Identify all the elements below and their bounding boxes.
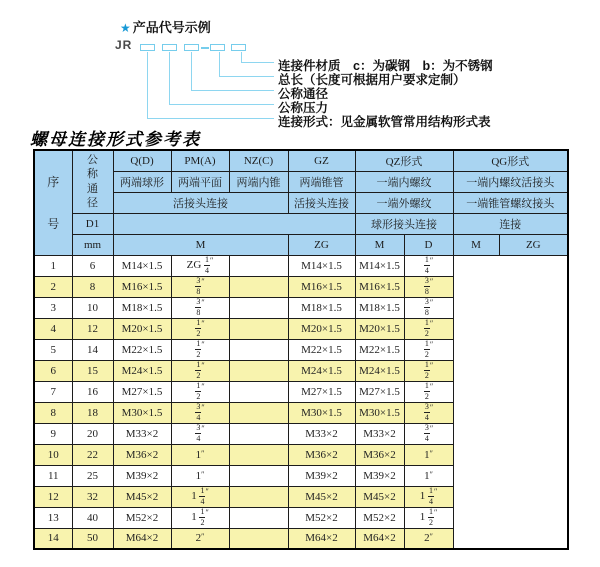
table-cell: M33×2 [113, 423, 171, 444]
table-cell: 12 [72, 318, 113, 339]
header-row-3 [34, 192, 568, 213]
header-qg-connection: 连接 [453, 213, 568, 234]
header-qz-desc1: 一端内螺纹 [355, 171, 453, 192]
leader-line-v2 [169, 52, 170, 104]
table-cell: M30×1.5 [113, 402, 171, 423]
table-cell: 1 $\frac{1}{4}$ ″ [171, 486, 229, 507]
table-cell: 6 [34, 360, 72, 381]
header-nz-desc: 两端内锥 [229, 171, 288, 192]
table-cell: M16×1.5 [355, 276, 404, 297]
code-label-pressure: 公称压力 [278, 101, 329, 115]
table-cell: M36×2 [355, 444, 404, 465]
table-cell: M39×2 [113, 465, 171, 486]
table-row [34, 381, 568, 402]
table-cell: M14×1.5 [113, 255, 171, 276]
table-cell: 10 [34, 444, 72, 465]
table-cell: M20×1.5 [113, 318, 171, 339]
table-cell: M18×1.5 [113, 297, 171, 318]
table-cell: M64×2 [113, 528, 171, 549]
code-box-3 [184, 44, 199, 51]
header-gz-desc: 两端锥管 [288, 171, 355, 192]
table-cell: M33×2 [288, 423, 355, 444]
table-row [34, 444, 568, 465]
header-m2: M [355, 234, 404, 255]
product-code-example-text: 产品代号示例 [132, 20, 211, 35]
table-cell: $\frac{1}{2}$ ″ [171, 360, 229, 381]
table-cell: 15 [72, 360, 113, 381]
table-cell: M36×2 [288, 444, 355, 465]
code-box-2 [162, 44, 177, 51]
product-code-example-title [120, 17, 211, 36]
table-row [34, 486, 568, 507]
table-cell: 2 [34, 276, 72, 297]
table-row [34, 297, 568, 318]
table-cell: 1″ [404, 444, 453, 465]
table-cell: M24×1.5 [288, 360, 355, 381]
table-cell: M30×1.5 [355, 402, 404, 423]
table-cell: M39×2 [288, 465, 355, 486]
header-zg2: ZG [499, 234, 568, 255]
table-cell: M52×2 [288, 507, 355, 528]
table-cell: 9 [34, 423, 72, 444]
table-cell: $\frac{1}{2}$ ″ [404, 360, 453, 381]
table-cell: $\frac{3}{4}$ ″ [171, 402, 229, 423]
table-cell: M36×2 [113, 444, 171, 465]
header-q-desc: 两端球形 [113, 171, 171, 192]
table-cell [229, 465, 288, 486]
table-cell: $\frac{3}{8}$ ″ [404, 297, 453, 318]
table-cell: M64×2 [288, 528, 355, 549]
header-pm-desc: 两端平面 [171, 171, 229, 192]
table-cell: M27×1.5 [113, 381, 171, 402]
table-cell: M45×2 [355, 486, 404, 507]
table-cell [229, 528, 288, 549]
table-cell: 40 [72, 507, 113, 528]
header-union-connection: 活接头连接 [113, 192, 288, 213]
table-body [34, 255, 568, 549]
table-cell: 1″ [404, 465, 453, 486]
header-mm: mm [72, 234, 113, 255]
table-cell: 1 $\frac{1}{2}$ ″ [404, 507, 453, 528]
table-cell: M16×1.5 [113, 276, 171, 297]
code-label-length: 总长（长度可根据用户要求定制） [278, 73, 466, 87]
table-cell: M14×1.5 [355, 255, 404, 276]
table-cell: 10 [72, 297, 113, 318]
table-cell: $\frac{1}{4}$ ″ [404, 255, 453, 276]
header-col-q: Q(D) [113, 150, 171, 171]
header-zg1: ZG [288, 234, 355, 255]
header-row-2 [34, 171, 568, 192]
table-cell: 25 [72, 465, 113, 486]
table-cell [229, 297, 288, 318]
header-gz-connection: 活接头连接 [288, 192, 355, 213]
leader-line-h3 [191, 90, 274, 91]
header-serial: 序号 [34, 150, 72, 255]
table-cell: M20×1.5 [288, 318, 355, 339]
table-row [34, 402, 568, 423]
table-cell: M22×1.5 [288, 339, 355, 360]
header-col-pm: PM(A) [171, 150, 229, 171]
table-cell: ZG $\frac{1}{4}$ ″ [171, 255, 229, 276]
table-cell: 14 [72, 339, 113, 360]
table-cell [229, 276, 288, 297]
table-cell: M18×1.5 [288, 297, 355, 318]
header-col-qz: QZ形式 [355, 150, 453, 171]
code-box-5 [231, 44, 246, 51]
header-col-nz: NZ(C) [229, 150, 288, 171]
code-box-4 [210, 44, 225, 51]
header-m3: M [453, 234, 499, 255]
table-cell: M22×1.5 [113, 339, 171, 360]
code-label-material: 连接件材质 c：为碳钢 b：为不锈钢 [278, 59, 493, 73]
table-cell: 4 [34, 318, 72, 339]
table-cell: M52×2 [113, 507, 171, 528]
table-cell: 5 [34, 339, 72, 360]
header-d: D [404, 234, 453, 255]
nut-connection-reference-table [33, 149, 569, 550]
table-cell: 32 [72, 486, 113, 507]
table-cell: $\frac{3}{8}$ ″ [171, 276, 229, 297]
header-m1: M [113, 234, 288, 255]
table-row [34, 339, 568, 360]
table-cell: M30×1.5 [288, 402, 355, 423]
table-cell [229, 444, 288, 465]
header-row-1 [34, 150, 568, 171]
table-cell: $\frac{1}{2}$ ″ [171, 381, 229, 402]
table-cell: $\frac{1}{2}$ ″ [171, 318, 229, 339]
table-row [34, 255, 568, 276]
table-cell: M27×1.5 [288, 381, 355, 402]
table-row [34, 423, 568, 444]
table-cell: 2″ [404, 528, 453, 549]
table-cell: M22×1.5 [355, 339, 404, 360]
table-cell: M24×1.5 [113, 360, 171, 381]
header-blank [113, 213, 355, 234]
table-cell: 13 [34, 507, 72, 528]
table-cell: 16 [72, 381, 113, 402]
table-cell [229, 423, 288, 444]
table-cell: 14 [34, 528, 72, 549]
table-row [34, 528, 568, 549]
table-cell: M18×1.5 [355, 297, 404, 318]
table-cell: 1″ [171, 444, 229, 465]
table-cell [229, 360, 288, 381]
leader-line-h2 [219, 76, 274, 77]
table-title: 螺母连接形式参考表 [30, 130, 201, 149]
table-cell: $\frac{3}{4}$ ″ [171, 423, 229, 444]
table-cell: M52×2 [355, 507, 404, 528]
table-row [34, 276, 568, 297]
table-cell: M16×1.5 [288, 276, 355, 297]
table-cell: 3 [34, 297, 72, 318]
table-cell: M33×2 [355, 423, 404, 444]
code-label-connection: 连接形式：见金属软管常用结构形式表 [278, 115, 491, 129]
table-cell: M45×2 [113, 486, 171, 507]
table-cell: $\frac{3}{4}$ ″ [404, 402, 453, 423]
table-cell: 2″ [171, 528, 229, 549]
table-cell [229, 318, 288, 339]
table-cell: 11 [34, 465, 72, 486]
code-box-1 [140, 44, 155, 51]
code-dash [201, 47, 209, 49]
table-cell: 20 [72, 423, 113, 444]
star-icon: ★ [120, 21, 131, 35]
table-cell: M14×1.5 [288, 255, 355, 276]
table-cell: $\frac{1}{2}$ ″ [171, 339, 229, 360]
table-cell: 7 [34, 381, 72, 402]
table-cell [229, 507, 288, 528]
table-cell [229, 339, 288, 360]
header-qg-desc2: 一端锥管螺纹接头 [453, 192, 568, 213]
leader-line-v3 [191, 52, 192, 90]
leader-line-v1 [147, 52, 148, 118]
table-cell [229, 486, 288, 507]
table-cell: M45×2 [288, 486, 355, 507]
table-cell: $\frac{1}{2}$ ″ [404, 318, 453, 339]
table-row [34, 360, 568, 381]
table-cell: $\frac{1}{2}$ ″ [404, 339, 453, 360]
table-cell: 1 $\frac{1}{4}$ ″ [404, 486, 453, 507]
table-cell: $\frac{3}{4}$ ″ [404, 423, 453, 444]
table-cell: 12 [34, 486, 72, 507]
leader-line-h4 [169, 104, 274, 105]
table-cell [229, 255, 288, 276]
table-cell: M24×1.5 [355, 360, 404, 381]
header-row-4 [34, 213, 568, 234]
table-row [34, 318, 568, 339]
table-cell: 8 [34, 402, 72, 423]
table-cell: $\frac{3}{8}$ ″ [171, 297, 229, 318]
table-cell [229, 381, 288, 402]
leader-line-v4 [219, 52, 220, 76]
table-cell: $\frac{1}{2}$ ″ [404, 381, 453, 402]
table-cell [229, 402, 288, 423]
table-cell: 18 [72, 402, 113, 423]
leader-line-h5 [147, 118, 274, 119]
table-cell: $\frac{3}{8}$ ″ [404, 276, 453, 297]
table-row [34, 507, 568, 528]
table-cell: 50 [72, 528, 113, 549]
table-cell: 1 $\frac{1}{2}$ ″ [171, 507, 229, 528]
table-cell: M39×2 [355, 465, 404, 486]
header-col-gz: GZ [288, 150, 355, 171]
table-cell: 1 [34, 255, 72, 276]
product-code-prefix: JR [115, 38, 133, 52]
code-label-diameter: 公称通径 [278, 87, 329, 101]
table-cell: M20×1.5 [355, 318, 404, 339]
header-qg-desc1: 一端内螺纹活接头 [453, 171, 568, 192]
leader-line-h1 [241, 62, 274, 63]
table-row [34, 465, 568, 486]
header-d1: D1 [72, 213, 113, 234]
table-cell: 1″ [171, 465, 229, 486]
header-col-qg: QG形式 [453, 150, 568, 171]
header-qz-desc2: 一端外螺纹 [355, 192, 453, 213]
leader-line-v5 [241, 52, 242, 62]
table-cell: 6 [72, 255, 113, 276]
header-nominal-diameter: 公称通径 [72, 150, 113, 213]
table-cell: M64×2 [355, 528, 404, 549]
table-cell: 22 [72, 444, 113, 465]
table-cell: M27×1.5 [355, 381, 404, 402]
table-cell: 8 [72, 276, 113, 297]
header-row-5 [34, 234, 568, 255]
header-qz-connection: 球形接头连接 [355, 213, 453, 234]
